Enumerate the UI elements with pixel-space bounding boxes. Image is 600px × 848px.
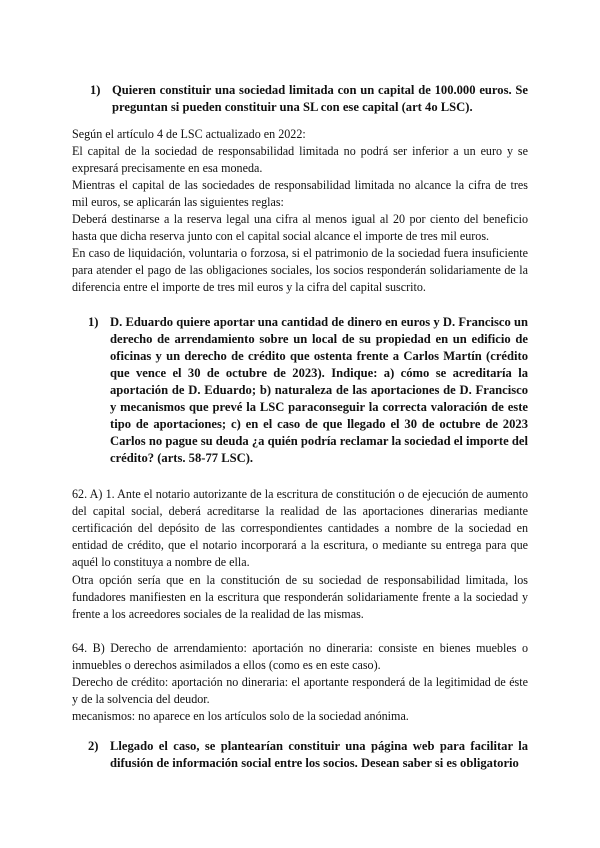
question-text: Llegado el caso, se plantearían constituir una página web para facilitar la difusión de información social entre los socios. Desean saber si es obligatorio [110,739,528,770]
paragraph: Derecho de crédito: aportación no dineraria: el aportante responderá de la legitimidad de éste y de la solvencia del deudor. [72,675,528,706]
question-text: D. Eduardo quiere aportar una cantidad de dinero en euros y D. Francisco un derecho de arrendamiento sobre un local de su propiedad en un edificio de oficinas y un derecho de crédito que ostenta frente a Carlos Martín (crédito que vence el 30 de octubre de 2023). Indique: a) cómo se acreditaría la aportación de D. Eduardo; b) naturaleza de las aportaciones de D. Francisco y mecanismos que prevé la LSC paraconseguir la correcta valoración de este tipo de aportaciones; c) en el caso de que llegado el 30 de octubre de 2023 Carlos no pague su deuda ¿a quién podría reclamar la sociedad el importe del crédito? (arts. 58-77 LSC). [110,315,528,465]
paragraph: Otra opción sería que en la constitución de su sociedad de responsabilidad limitada, los fundadores manifiesten en la escritura que responderán solidariamente frente a la sociedad y frente a los acreedores sociales de la realidad de las mismas. [72,573,528,621]
paragraph: Según el artículo 4 de LSC actualizado en 2022: [72,127,306,141]
question-number: 2) [88,739,99,753]
paragraph: El capital de la sociedad de responsabilidad limitada no podrá ser inferior a un euro y se expresará precisamente en esa moneda. [72,144,528,175]
paragraph: En caso de liquidación, voluntaria o forzosa, si el patrimonio de la sociedad fuera insuficiente para atender el pago de las obligaciones sociales, los socios responderán solidariamente de la diferencia entre el importe de tres mil euros y la cifra del capital suscrito. [72,246,528,294]
question-number: 1) [90,83,101,97]
paragraph: mecanismos: no aparece en los artículos solo de la sociedad anónima. [72,709,409,723]
question-number: 1) [88,315,99,329]
paragraph: Deberá destinarse a la reserva legal una cifra al menos igual al 20 por ciento del beneficio hasta que dicha reserva junto con el capital social alcance el importe de tres mil euros. [72,212,528,243]
question-2 [88,314,528,467]
paragraph: 64. B) Derecho de arrendamiento: aportación no dineraria: consiste en bienes muebles o inmuebles o derechos asimilados a ellos (como es en este caso). [72,641,528,672]
question-text: Quieren constituir una sociedad limitada con un capital de 100.000 euros. Se preguntan si pueden constituir una SL con ese capital (art 4o LSC). [112,83,528,114]
paragraph: Mientras el capital de las sociedades de responsabilidad limitada no alcance la cifra de tres mil euros, se aplicarán las siguientes reglas: [72,178,528,209]
question-3 [88,738,528,772]
question-1 [90,82,528,116]
paragraph: 62. A) 1. Ante el notario autorizante de la escritura de constitución o de ejecución de aumento del capital social, deberá acreditarse la realidad de las aportaciones dinerarias mediante certificación del depósito de las correspondientes cantidades a nombre de la sociedad en entidad de crédito, que el notario incorporará a la escritura, o mediante su entrega para que aquél lo constituya a nombre de ella. [72,487,528,569]
